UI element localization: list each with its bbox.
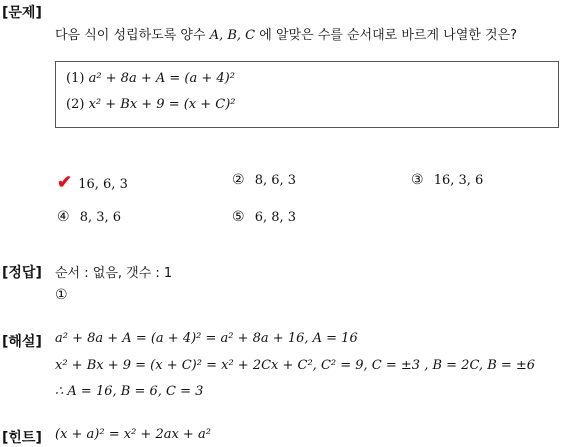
equation-1 [66, 71, 235, 86]
answer-choice: ① [55, 287, 68, 303]
answer-order-count: 순서 : 없음, 갯수 : 1 [55, 266, 173, 281]
choice-5[interactable] [232, 209, 296, 225]
choice-5-text: 6, 8, 3 [254, 210, 297, 225]
explanation-line-2: x² + Bx + 9 = (x + C)² = x² + 2Cx + C², C² = 9, C = ±3 , B = 2C, B = ±6 [55, 358, 536, 373]
problem-statement [55, 24, 517, 43]
choice-2[interactable] [232, 172, 296, 188]
choice-3-number: ③ [411, 172, 424, 188]
hint-line-1: (x + a)² = x² + 2ax + a² [55, 427, 211, 442]
choice-1[interactable] [57, 172, 128, 193]
equation-2-text: x² + Bx + 9 = (x + C)² [88, 97, 236, 112]
choice-4-text: 8, 3, 6 [79, 210, 122, 225]
equation-2-number: (2) [66, 97, 85, 112]
answer-label: [정답] [2, 265, 42, 281]
checkmark-icon: ✔ [57, 172, 73, 193]
choice-1-text: 16, 6, 3 [78, 177, 128, 192]
hint-label: [힌트] [2, 430, 42, 446]
explanation-line-1: a² + 8a + A = (a + 4)² = a² + 8a + 16, A = 16 [55, 331, 358, 346]
choice-4-number: ④ [57, 209, 70, 225]
explanation-label: [해설] [2, 334, 42, 350]
problem-intro-vars: A, B, C [209, 28, 256, 43]
problem-intro-suffix: 에 알맞은 수를 순서대로 바르게 나열한 것은? [259, 28, 517, 43]
explanation-line-3: ∴ A = 16, B = 6, C = 3 [55, 384, 204, 399]
equation-1-text: a² + 8a + A = (a + 4)² [88, 71, 235, 86]
problem-label: [문제] [2, 5, 42, 21]
equation-2 [66, 97, 236, 112]
choice-3-text: 16, 3, 6 [433, 173, 484, 188]
choice-2-text: 8, 6, 3 [254, 173, 297, 188]
choice-4[interactable] [57, 209, 121, 225]
choice-5-number: ⑤ [232, 209, 245, 225]
choice-2-number: ② [232, 172, 245, 188]
choice-3[interactable] [411, 172, 483, 188]
problem-intro-prefix: 다음 식이 성립하도록 양수 [55, 28, 206, 43]
equation-1-number: (1) [66, 71, 85, 86]
